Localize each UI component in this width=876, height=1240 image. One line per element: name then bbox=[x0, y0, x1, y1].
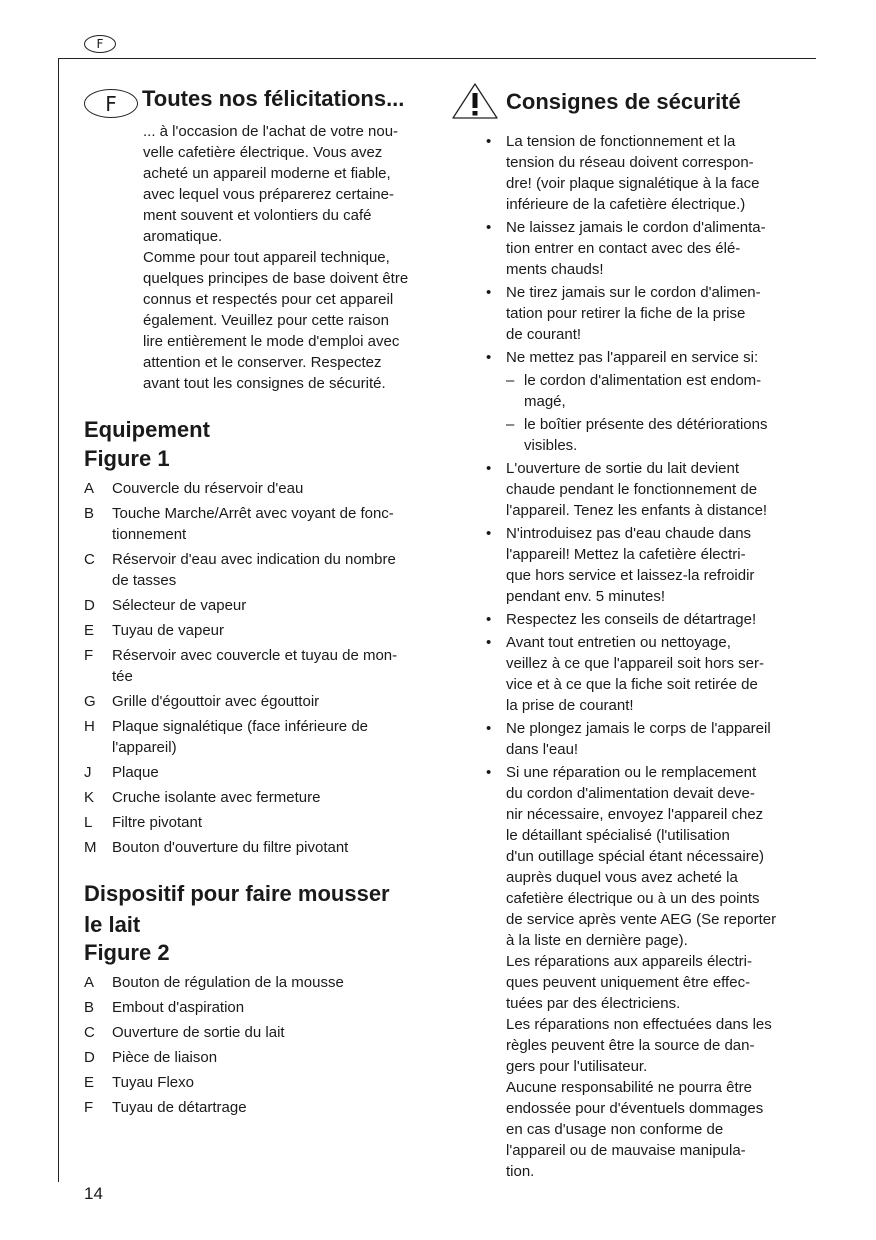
bullet-icon: • bbox=[486, 634, 492, 651]
language-badge-large-label: F bbox=[105, 91, 117, 116]
item-text: Bouton d'ouverture du filtre pivotant bbox=[112, 839, 349, 856]
list-item bbox=[84, 812, 397, 833]
bullet-icon: • bbox=[486, 349, 492, 366]
safety-bullet bbox=[486, 131, 776, 215]
bullet-icon: • bbox=[486, 219, 492, 236]
item-text: Réservoir d'eau avec indication du nombre de tasses bbox=[112, 551, 396, 589]
item-key: C bbox=[84, 551, 95, 568]
bullet-icon: • bbox=[486, 284, 492, 301]
list-item bbox=[84, 595, 397, 616]
list-item bbox=[84, 787, 397, 808]
item-text: Réservoir avec couvercle et tuyau de mon- tée bbox=[112, 647, 398, 685]
bullet-content bbox=[506, 458, 767, 521]
item-text: Tuyau de vapeur bbox=[112, 622, 225, 639]
list-item bbox=[84, 691, 397, 712]
safety-bullet bbox=[486, 609, 776, 630]
item-text: Plaque signalétique (face inférieure de l'appareil) bbox=[112, 718, 369, 756]
bullet-content bbox=[506, 609, 756, 630]
language-badge-label: F bbox=[96, 37, 104, 51]
equipement-list bbox=[84, 478, 397, 862]
bullet-text: Ne tirez jamais sur le cordon d'alimen- tation pour retirer la fiche de la prise de courant! bbox=[506, 284, 761, 343]
language-badge bbox=[84, 35, 116, 53]
bullet-text: La tension de fonctionnement et la tension du réseau doivent correspon- dre! (voir plaque signalétique à la face inférieure de la cafetière électrique.) bbox=[506, 133, 760, 213]
sub-item bbox=[506, 370, 767, 412]
item-key: H bbox=[84, 718, 95, 735]
safety-bullet bbox=[486, 347, 776, 456]
item-key: D bbox=[84, 1049, 95, 1066]
item-text: Cruche isolante avec fermeture bbox=[112, 789, 321, 806]
safety-bullet bbox=[486, 458, 776, 521]
list-item bbox=[84, 997, 344, 1018]
item-key: B bbox=[84, 999, 95, 1016]
bullet-text: Respectez les conseils de détartrage! bbox=[506, 611, 757, 628]
equipement-title: Equipement bbox=[84, 417, 210, 442]
bullet-icon: • bbox=[486, 764, 492, 781]
item-text: Tuyau Flexo bbox=[112, 1074, 194, 1091]
bullet-icon: • bbox=[486, 133, 492, 150]
bullet-text: L'ouverture de sortie du lait devient chaude pendant le fonctionnement de l'appareil. Tenez les enfants à distance! bbox=[506, 460, 768, 519]
intro-text: ... à l'occasion de l'achat de votre nou- velle cafetière électrique. Vous avez acheté un appareil moderne et fiable, avec lequel vous préparerez certaine- ment souvent et volontiers du café aromatique. Comme pour tout appareil technique, quelques principes de base doivent être connus et respectés pour cet appareil également. Veuillez pour cette raison lire entièrement le mode d'emploi avec attention et le conserver. Respectez avant tout les consignes de sécurité. bbox=[143, 123, 409, 392]
list-item bbox=[84, 1097, 344, 1118]
item-key: F bbox=[84, 1099, 94, 1116]
list-item bbox=[84, 645, 397, 687]
item-key: G bbox=[84, 693, 96, 710]
item-key: D bbox=[84, 597, 95, 614]
list-item bbox=[84, 1072, 344, 1093]
bullet-icon: • bbox=[486, 460, 492, 477]
figure-2-title: Figure 2 bbox=[84, 940, 170, 965]
item-text: Couvercle du réservoir d'eau bbox=[112, 480, 304, 497]
safety-bullet bbox=[486, 523, 776, 607]
language-badge-large bbox=[84, 89, 138, 118]
dash-icon: – bbox=[506, 372, 515, 389]
item-key: L bbox=[84, 814, 93, 831]
bullet-text: Avant tout entretien ou nettoyage, veillez à ce que l'appareil soit hors ser- vice et à ce que la fiche soit retirée de la prise de courant! bbox=[506, 634, 764, 714]
bullet-text: Ne laissez jamais le cordon d'alimenta- tion entrer en contact avec des élé- ments chauds! bbox=[506, 219, 766, 278]
item-key: M bbox=[84, 839, 97, 856]
item-key: J bbox=[84, 764, 92, 781]
safety-bullet bbox=[486, 282, 776, 345]
list-item bbox=[84, 1047, 344, 1068]
item-text: Touche Marche/Arrêt avec voyant de fonc- tionnement bbox=[112, 505, 394, 543]
top-rule bbox=[58, 58, 816, 59]
bullet-text: N'introduisez pas d'eau chaude dans l'appareil! Mettez la cafetière électri- que hors service et laissez-la refroidir pendant env. 5 minutes! bbox=[506, 525, 755, 605]
sub-item-text: le cordon d'alimentation est endom- magé, bbox=[524, 372, 762, 410]
item-key: A bbox=[84, 480, 95, 497]
item-key: C bbox=[84, 1024, 95, 1041]
bullet-icon: • bbox=[486, 611, 492, 628]
item-key: F bbox=[84, 647, 94, 664]
bullet-content bbox=[506, 718, 771, 760]
bullet-content bbox=[506, 217, 766, 280]
bullet-icon: • bbox=[486, 525, 492, 542]
list-item bbox=[84, 478, 397, 499]
safety-bullet bbox=[486, 217, 776, 280]
item-key: E bbox=[84, 1074, 95, 1091]
bullet-content bbox=[506, 282, 761, 345]
securite-list bbox=[486, 131, 776, 1184]
figure-1-title: Figure 1 bbox=[84, 446, 170, 471]
mousser-title: Dispositif pour faire mousser le lait bbox=[84, 881, 390, 937]
list-item bbox=[84, 503, 397, 545]
left-rule bbox=[58, 58, 59, 1182]
list-item bbox=[84, 762, 397, 783]
list-item bbox=[84, 549, 397, 591]
warning-triangle-icon bbox=[451, 82, 499, 120]
sub-item-text: le boîtier présente des détériorations visibles. bbox=[524, 416, 768, 454]
item-text: Grille d'égouttoir avec égouttoir bbox=[112, 693, 320, 710]
safety-bullet bbox=[486, 762, 776, 1182]
bullet-content bbox=[506, 632, 764, 716]
item-text: Pièce de liaison bbox=[112, 1049, 218, 1066]
item-text: Filtre pivotant bbox=[112, 814, 203, 831]
safety-bullet bbox=[486, 718, 776, 760]
list-item bbox=[84, 837, 397, 858]
item-text: Tuyau de détartrage bbox=[112, 1099, 247, 1116]
intro-title: Toutes nos félicitations... bbox=[142, 86, 405, 111]
item-key: A bbox=[84, 974, 95, 991]
safety-bullet bbox=[486, 632, 776, 716]
bullet-icon: • bbox=[486, 720, 492, 737]
list-item bbox=[84, 620, 397, 641]
bullet-text: Ne mettez pas l'appareil en service si: bbox=[506, 349, 759, 366]
securite-title: Consignes de sécurité bbox=[506, 89, 741, 114]
mousser-list bbox=[84, 972, 344, 1122]
bullet-content bbox=[506, 762, 776, 1182]
page-number: 14 bbox=[84, 1184, 103, 1203]
item-text: Plaque bbox=[112, 764, 159, 781]
sub-item bbox=[506, 414, 767, 456]
item-key: E bbox=[84, 622, 95, 639]
item-text: Sélecteur de vapeur bbox=[112, 597, 247, 614]
item-key: B bbox=[84, 505, 95, 522]
bullet-content bbox=[506, 347, 767, 456]
dash-icon: – bbox=[506, 416, 515, 433]
bullet-content bbox=[506, 523, 754, 607]
bullet-content bbox=[506, 131, 760, 215]
list-item bbox=[84, 716, 397, 758]
bullet-text: Si une réparation ou le remplacement du cordon d'alimentation devait deve- nir nécessaire, envoyez l'appareil chez le détaillant spécialisé (l'utilisation d'un outillage spécial étant nécessaire) auprès duquel vous avez acheté la cafetière électrique ou à un des points de service après vente AEG (Se reporter à la liste en dernière page). Les réparations aux appareils électri- ques peuvent uniquement être effec- tuées par des électriciens. Les réparations non effectuées dans les règles peuvent être la source de dan- gers pour l'utilisateur. Aucune responsabilité ne pourra être endossée pour d'éventuels dommages en cas d'usage non conforme de l'appareil ou de mauvaise manipula- tion. bbox=[506, 764, 777, 1180]
list-item bbox=[84, 972, 344, 993]
item-key: K bbox=[84, 789, 95, 806]
bullet-text: Ne plongez jamais le corps de l'appareil dans l'eau! bbox=[506, 720, 771, 758]
item-text: Bouton de régulation de la mousse bbox=[112, 974, 344, 991]
list-item bbox=[84, 1022, 344, 1043]
item-text: Ouverture de sortie du lait bbox=[112, 1024, 285, 1041]
item-text: Embout d'aspiration bbox=[112, 999, 245, 1016]
